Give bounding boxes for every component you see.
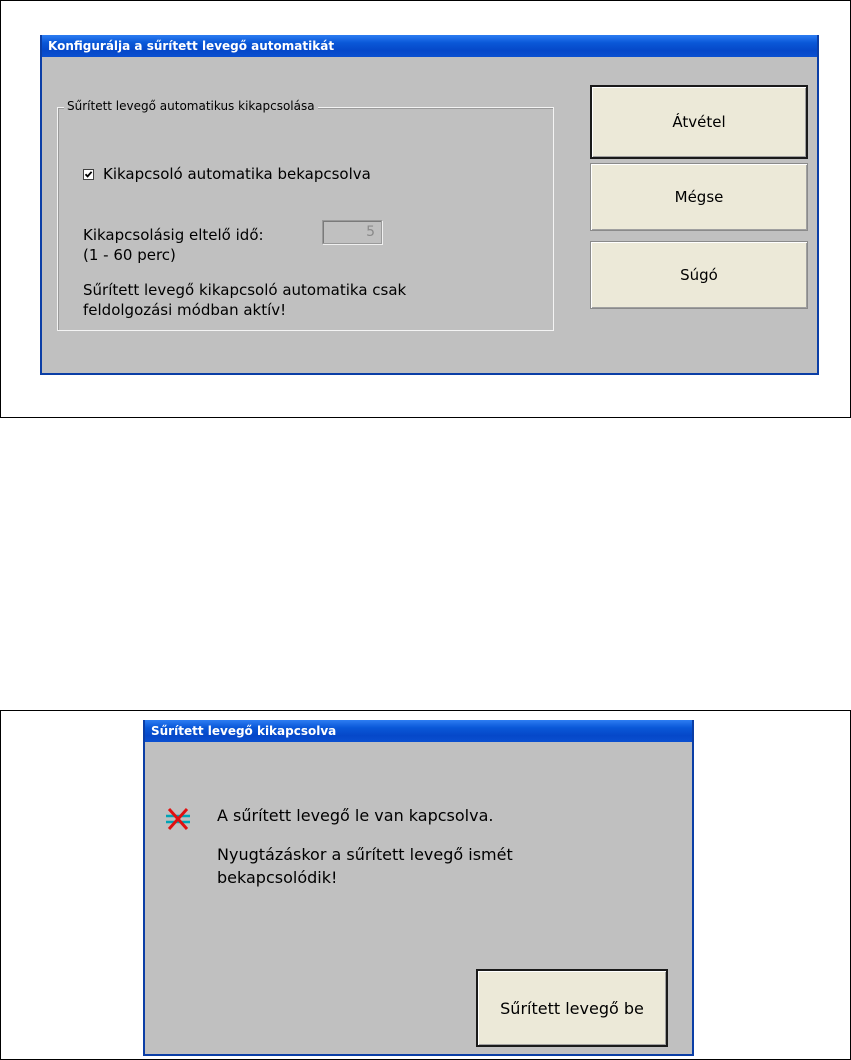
air-off-message: A sűrített levegő le van kapcsolva. (217, 806, 494, 825)
auto-shutoff-checkbox-label: Kikapcsoló automatika bekapcsolva (103, 165, 371, 183)
auto-shutoff-checkbox-row[interactable] (83, 165, 371, 183)
config-dialog-body (42, 57, 817, 373)
config-dialog-titlebar[interactable]: Konfigurálja a sűrített levegő automatikát (42, 35, 817, 57)
groupbox-label: Sűrített levegő automatikus kikapcsolása (64, 99, 318, 113)
checkmark-icon (84, 170, 93, 179)
mode-note-line2: feldolgozási módban aktív! (83, 301, 287, 319)
config-dialog (40, 35, 819, 375)
air-on-button[interactable]: Sűrített levegő be (476, 969, 668, 1047)
air-off-dialog (143, 720, 694, 1056)
acknowledge-message-line2: bekapcsolódik! (217, 868, 338, 887)
acknowledge-message-line1: Nyugtázáskor a sűrített levegő ismét (217, 845, 513, 864)
auto-shutoff-checkbox[interactable] (83, 169, 94, 180)
air-off-dialog-body (145, 742, 692, 1054)
air-off-icon (165, 807, 191, 831)
shutoff-time-input[interactable]: 5 (322, 220, 382, 244)
screenshot-frame-bottom (0, 710, 851, 1060)
screenshot-frame-top (0, 0, 851, 418)
air-off-dialog-titlebar[interactable]: Sűrített levegő kikapcsolva (145, 720, 692, 742)
help-button[interactable]: Súgó (590, 241, 808, 309)
shutoff-time-range-label: (1 - 60 perc) (83, 246, 176, 264)
mode-note-line1: Sűrített levegő kikapcsoló automatika csak (83, 281, 407, 299)
cancel-button[interactable]: Mégse (590, 163, 808, 231)
shutoff-time-label: Kikapcsolásig eltelő idő: (83, 226, 264, 244)
apply-button[interactable]: Átvétel (590, 85, 808, 159)
